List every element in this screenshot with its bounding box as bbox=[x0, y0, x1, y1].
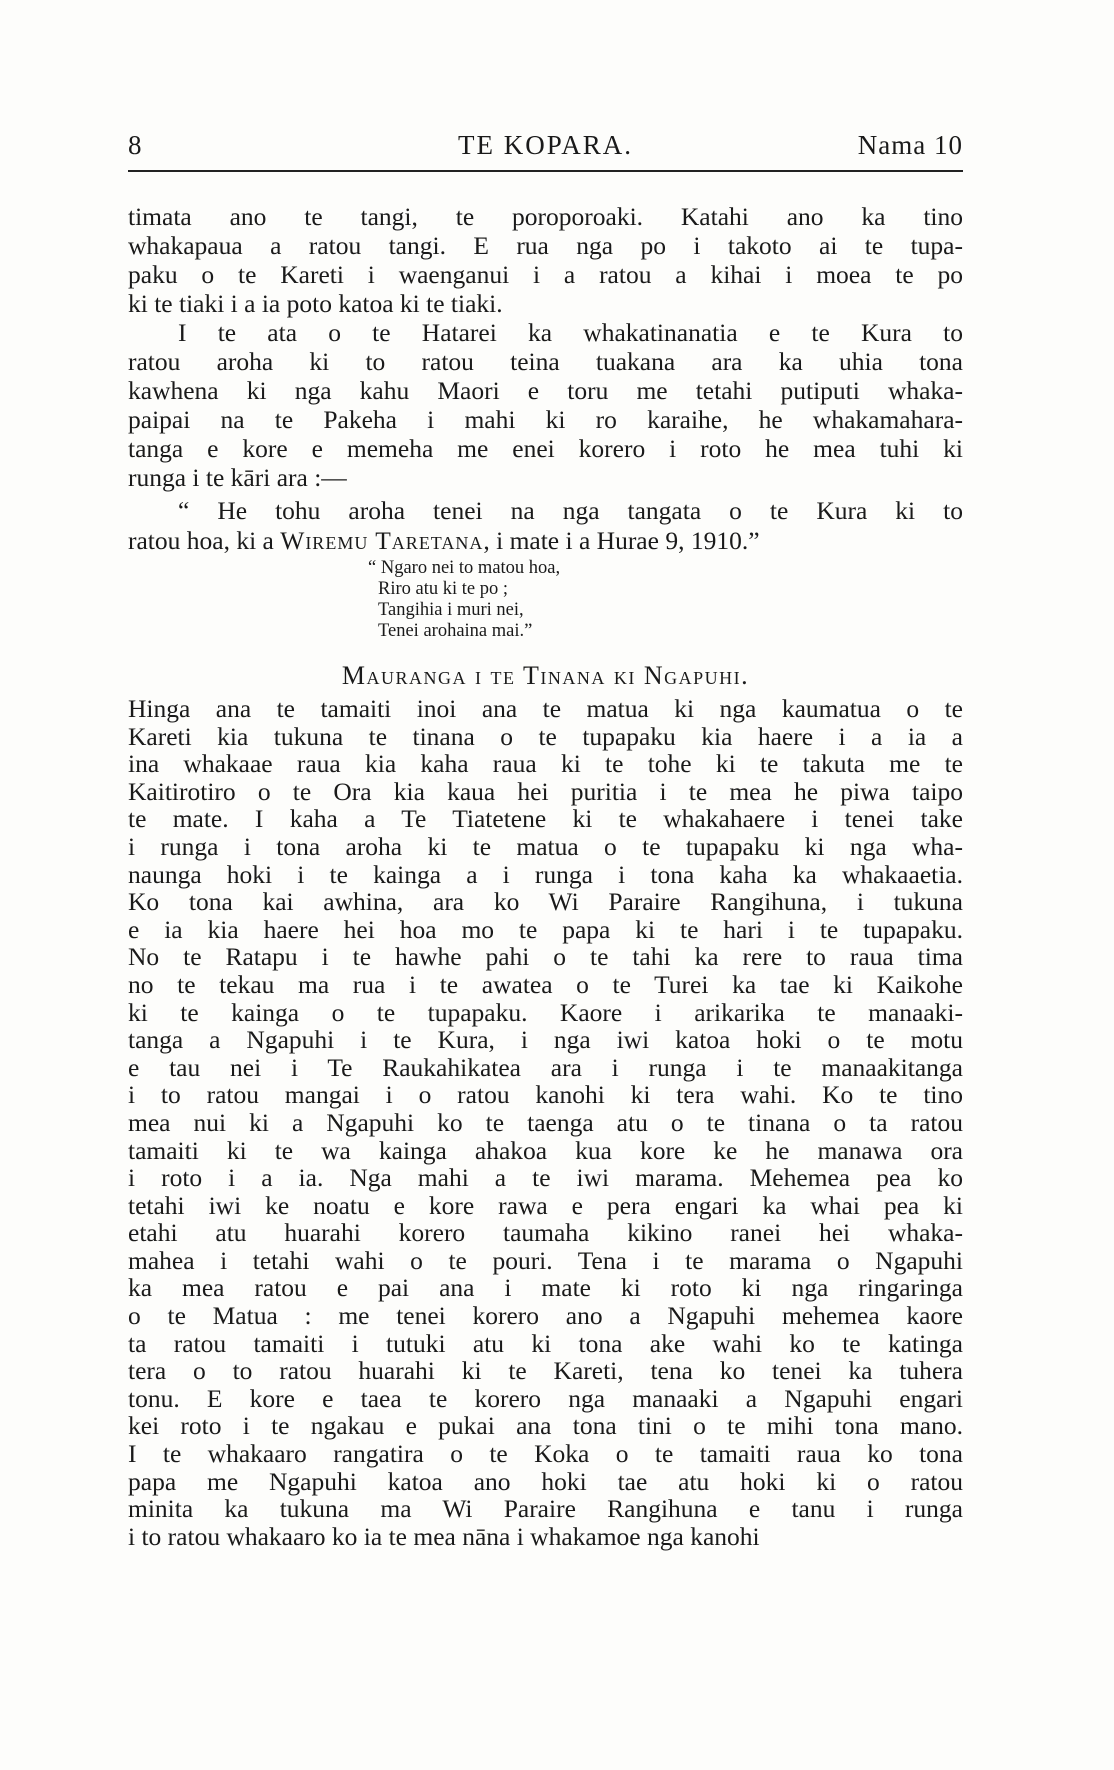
text-line: ki te kainga o te tupapaku. Kaore i arikarika te manaaki- bbox=[128, 997, 963, 1027]
text-line: tanga e kore e memeha me enei korero i roto he mea tuhi ki bbox=[128, 434, 963, 463]
text-line: etahi atu huarahi korero taumaha kikino ranei hei whaka- bbox=[128, 1218, 963, 1248]
issue-number: Nama 10 bbox=[857, 130, 963, 160]
person-name: Wiremu Taretana bbox=[280, 526, 484, 555]
section-heading: Mauranga i te Tinana ki Ngapuhi. bbox=[341, 661, 750, 690]
text-line: mahea i tetahi wahi o te pouri. Tena i te marama o Ngapuhi bbox=[128, 1245, 963, 1275]
journal-title: TE KOPARA. bbox=[457, 130, 634, 160]
text-line: paku o te Kareti i waenganui i a ratou a kihai i moea te po bbox=[128, 260, 963, 289]
text-line: no te tekau ma rua i te awatea o te Turei ka tae ki Kaikohe bbox=[128, 969, 963, 999]
text-line: tonu. E kore e taea te korero nga manaaki a Ngapuhi engari bbox=[128, 1383, 963, 1413]
text-line: tetahi iwi ke noatu e kore rawa e pera engari ka whai pea ki bbox=[128, 1190, 963, 1220]
text-line: ka mea ratou e pai ana i mate ki roto ki nga ringaringa bbox=[128, 1273, 963, 1303]
text-line: Kaitirotiro o te Ora kia kaua hei puritia i te mea he piwa taipo bbox=[128, 776, 963, 806]
verse bbox=[368, 558, 560, 642]
text-line: I te ata o te Hatarei ka whakatinanatia e te Kura to bbox=[178, 318, 963, 347]
text-line: i to ratou mangai i o ratou kanohi ki tera wahi. Ko te tino bbox=[128, 1080, 963, 1110]
text-line: whakapaua a ratou tangi. E rua nga po i takoto ai te tupa- bbox=[128, 231, 963, 260]
text-line: runga i te kāri ara :— bbox=[128, 463, 347, 492]
page-number: 8 bbox=[128, 130, 143, 160]
text-line: o te Matua : me tenei korero ano a Ngapuhi mehemea kaore bbox=[128, 1301, 963, 1331]
text-line: i roto i a ia. Nga mahi a te iwi marama. Mehemea pea ko bbox=[128, 1163, 963, 1193]
verse-line: “ Ngaro nei to matou hoa, bbox=[368, 558, 561, 578]
paragraph-1 bbox=[128, 202, 963, 318]
verse-line: Tenei arohaina mai.” bbox=[378, 621, 533, 641]
text-line: ina whakaae raua kia kaha raua ki te tohe ki te takuta me te bbox=[128, 749, 963, 779]
running-header bbox=[128, 130, 963, 164]
text-line: e ia kia haere hei hoa mo te papa ki te hari i te tupapaku. bbox=[128, 914, 963, 944]
text-line: tera o to ratou huarahi ki te Kareti, tena ko tenei ka tuhera bbox=[128, 1356, 963, 1386]
text-line: ratou aroha ki to ratou teina tuakana ara ka uhia tona bbox=[128, 347, 963, 376]
text-fragment: ratou hoa, ki a bbox=[128, 526, 281, 555]
paragraph-2 bbox=[128, 318, 963, 492]
text-line: timata ano te tangi, te poroporoaki. Katahi ano ka tino bbox=[128, 202, 963, 231]
text-line: Kareti kia tukuna te tinana o te tupapaku kia haere i a ia a bbox=[128, 721, 963, 751]
text-line: ki te tiaki i a ia poto katoa ki te tiaki. bbox=[128, 289, 503, 318]
text-line: Hinga ana te tamaiti inoi ana te matua ki nga kaumatua o te bbox=[128, 694, 963, 723]
text-line: i to ratou whakaaro ko ia te mea nāna i whakamoe nga kanohi bbox=[128, 1521, 760, 1551]
text-line: minita ka tukuna ma Wi Paraire Rangihuna e tanu i runga bbox=[128, 1494, 963, 1524]
verse-line: Riro atu ki te po ; bbox=[378, 579, 508, 599]
text-line: Ko tona kai awhina, ara ko Wi Paraire Rangihuna, i tukuna bbox=[128, 887, 963, 917]
text-line: paipai na te Pakeha i mahi ki ro karaihe, he whakamahara- bbox=[128, 405, 963, 434]
verse-line: Tangihia i muri nei, bbox=[378, 600, 524, 620]
text-line: tamaiti ki te wa kainga ahakoa kua kore ke he manawa ora bbox=[128, 1135, 963, 1165]
text-line: I te whakaaro rangatira o te Koka o te tamaiti raua ko tona bbox=[128, 1439, 963, 1469]
paragraph-4 bbox=[128, 695, 963, 1550]
text-line: papa me Ngapuhi katoa ano hoki tae atu hoki ki o ratou bbox=[128, 1466, 963, 1496]
text-line: “ He tohu aroha tenei na nga tangata o te Kura ki to bbox=[178, 496, 963, 525]
header-rule bbox=[128, 170, 963, 172]
text-line: naunga hoki i te kainga a i runga i tona kaha ka whakaaetia. bbox=[128, 859, 963, 889]
text-line: No te Ratapu i te hawhe pahi o te tahi ka rere to raua tima bbox=[128, 942, 963, 972]
text-line: mea nui ki a Ngapuhi ko te taenga atu o te tinana o ta ratou bbox=[128, 1107, 963, 1137]
text-line: kei roto i te ngakau e pukai ana tona tini o te mihi tona mano. bbox=[128, 1411, 963, 1441]
text-line: ta ratou tamaiti i tutuki atu ki tona ake wahi ko te katinga bbox=[128, 1328, 963, 1358]
text-fragment: , i mate i a Hurae 9, 1910.” bbox=[483, 526, 760, 555]
text-line: kawhena ki nga kahu Maori e toru me tetahi putiputi whaka- bbox=[128, 376, 963, 405]
text-line: e tau nei i Te Raukahikatea ara i runga i te manaakitanga bbox=[128, 1052, 963, 1082]
text-line: te mate. I kaha a Te Tiatetene ki te whakahaere i tenei take bbox=[128, 804, 963, 834]
text-line bbox=[128, 526, 963, 556]
text-line: i runga i tona aroha ki te matua o te tupapaku ki nga wha- bbox=[128, 831, 963, 861]
card-inscription bbox=[128, 496, 963, 556]
text-line: tanga a Ngapuhi i te Kura, i nga iwi katoa hoki o te motu bbox=[128, 1025, 963, 1055]
